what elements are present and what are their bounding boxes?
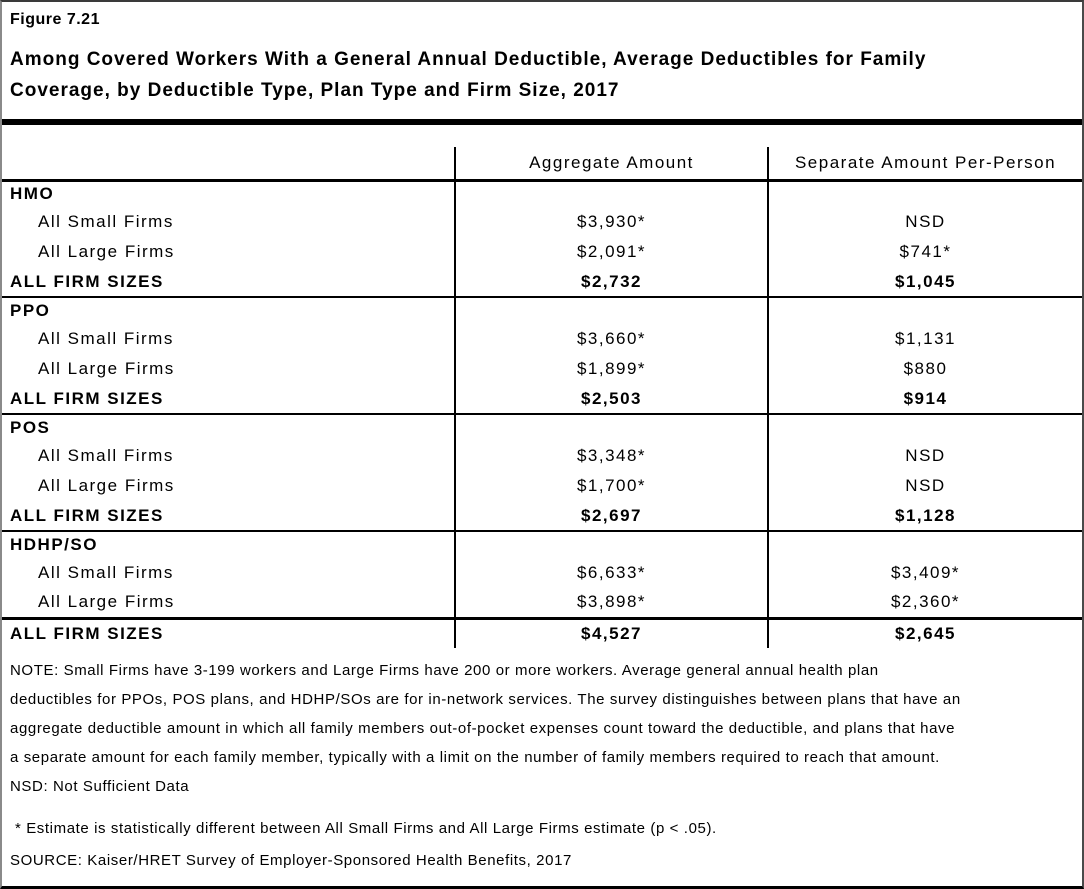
note-line-3: aggregate deductible amount in which all family members out-of-pocket expenses count toward the deductible, and plans that have	[10, 720, 956, 737]
aggregate-amount-header: Aggregate Amount	[455, 147, 768, 180]
separate-total-value: $1,128	[768, 501, 1082, 531]
separate-value: $3,409*	[768, 558, 1082, 588]
empty-header-cell	[2, 147, 455, 180]
figure-title	[10, 44, 1072, 106]
all-firm-sizes-label: ALL FIRM SIZES	[10, 505, 164, 525]
figure-title-line-2: Coverage, by Deductible Type, Plan Type and Firm Size, 2017	[10, 80, 620, 101]
title-block	[2, 2, 1082, 119]
all-firm-sizes-label: ALL FIRM SIZES	[2, 618, 455, 648]
empty-cell	[768, 297, 1082, 324]
source-note: SOURCE: Kaiser/HRET Survey of Employer-Sponsored Health Benefits, 2017	[10, 852, 572, 869]
plan-row-hmo	[2, 180, 1082, 207]
firm-size-label: All Large Firms	[38, 476, 175, 495]
row-ppo-small-firms	[2, 324, 1082, 354]
aggregate-value: $3,348*	[455, 441, 768, 471]
row-ppo-large-firms	[2, 354, 1082, 384]
aggregate-value: $6,633*	[455, 558, 768, 588]
empty-cell	[455, 297, 768, 324]
row-hdhp-small-firms	[2, 558, 1082, 588]
aggregate-total-value: $2,697	[455, 501, 768, 531]
row-pos-small-firms	[2, 441, 1082, 471]
firm-size-label: All Small Firms	[38, 446, 174, 465]
separate-value: $2,360*	[768, 588, 1082, 618]
separate-value: $1,131	[768, 324, 1082, 354]
figure-number: Figure 7.21	[10, 11, 100, 28]
note-line-4: a separate amount for each family member, typically with a limit on the number of family members required to reach that amount.	[10, 749, 940, 766]
plan-row-ppo	[2, 297, 1082, 324]
separate-total-value: $2,645	[768, 618, 1082, 648]
separate-value: NSD	[768, 441, 1082, 471]
aggregate-value: $2,091*	[455, 237, 768, 267]
figure-title-line-1: Among Covered Workers With a General Annual Deductible, Average Deductibles for Family	[10, 49, 927, 70]
nsd-definition: NSD: Not Sufficient Data	[10, 778, 190, 795]
separate-value: NSD	[768, 207, 1082, 237]
note-line-1: NOTE: Small Firms have 3-199 workers and Large Firms have 200 or more workers. Average general annual health plan	[10, 662, 879, 679]
plan-row-pos	[2, 414, 1082, 441]
aggregate-value: $3,898*	[455, 588, 768, 618]
firm-size-label: All Small Firms	[38, 563, 174, 582]
plan-name: PPO	[2, 297, 455, 324]
firm-size-label: All Small Firms	[38, 212, 174, 231]
separate-total-value: $1,045	[768, 267, 1082, 297]
note-line-2: deductibles for PPOs, POS plans, and HDHP/SOs are for in-network services. The survey distinguishes between plans that have an	[10, 691, 961, 708]
row-hdhp-large-firms	[2, 588, 1082, 618]
separate-value: $741*	[768, 237, 1082, 267]
empty-cell	[455, 180, 768, 207]
separate-amount-header: Separate Amount Per-Person	[768, 147, 1082, 180]
empty-cell	[768, 414, 1082, 441]
separate-total-value: $914	[768, 384, 1082, 414]
deductibles-table	[2, 147, 1082, 648]
notes-block	[2, 648, 1082, 801]
plan-row-hdhp-so	[2, 531, 1082, 558]
row-pos-large-firms	[2, 471, 1082, 501]
row-hmo-all-firm-sizes	[2, 267, 1082, 297]
row-pos-all-firm-sizes	[2, 501, 1082, 531]
row-ppo-all-firm-sizes	[2, 384, 1082, 414]
plan-name: HDHP/SO	[2, 531, 455, 558]
aggregate-value: $3,930*	[455, 207, 768, 237]
aggregate-total-value: $4,527	[455, 618, 768, 648]
significance-note: * Estimate is statistically different between All Small Firms and All Large Firms estimate (p < .05).	[15, 820, 717, 837]
plan-name: HMO	[10, 184, 55, 204]
all-firm-sizes-label: ALL FIRM SIZES	[10, 271, 164, 291]
aggregate-total-value: $2,732	[455, 267, 768, 297]
firm-size-label: All Large Firms	[38, 242, 175, 261]
separate-value: NSD	[768, 471, 1082, 501]
table-header-row	[2, 147, 1082, 180]
all-firm-sizes-label: ALL FIRM SIZES	[10, 388, 164, 408]
empty-cell	[455, 414, 768, 441]
empty-cell	[768, 531, 1082, 558]
firm-size-label: All Small Firms	[38, 329, 174, 348]
firm-size-label: All Large Firms	[38, 359, 175, 378]
spacer	[2, 125, 1082, 147]
row-hmo-large-firms	[2, 237, 1082, 267]
aggregate-value: $1,899*	[455, 354, 768, 384]
aggregate-value: $1,700*	[455, 471, 768, 501]
aggregate-total-value: $2,503	[455, 384, 768, 414]
plan-name: POS	[2, 414, 455, 441]
row-hmo-small-firms	[2, 207, 1082, 237]
separate-value: $880	[768, 354, 1082, 384]
aggregate-value: $3,660*	[455, 324, 768, 354]
empty-cell	[768, 180, 1082, 207]
empty-cell	[455, 531, 768, 558]
firm-size-label: All Large Firms	[38, 592, 175, 612]
row-hdhp-all-firm-sizes	[2, 618, 1082, 648]
